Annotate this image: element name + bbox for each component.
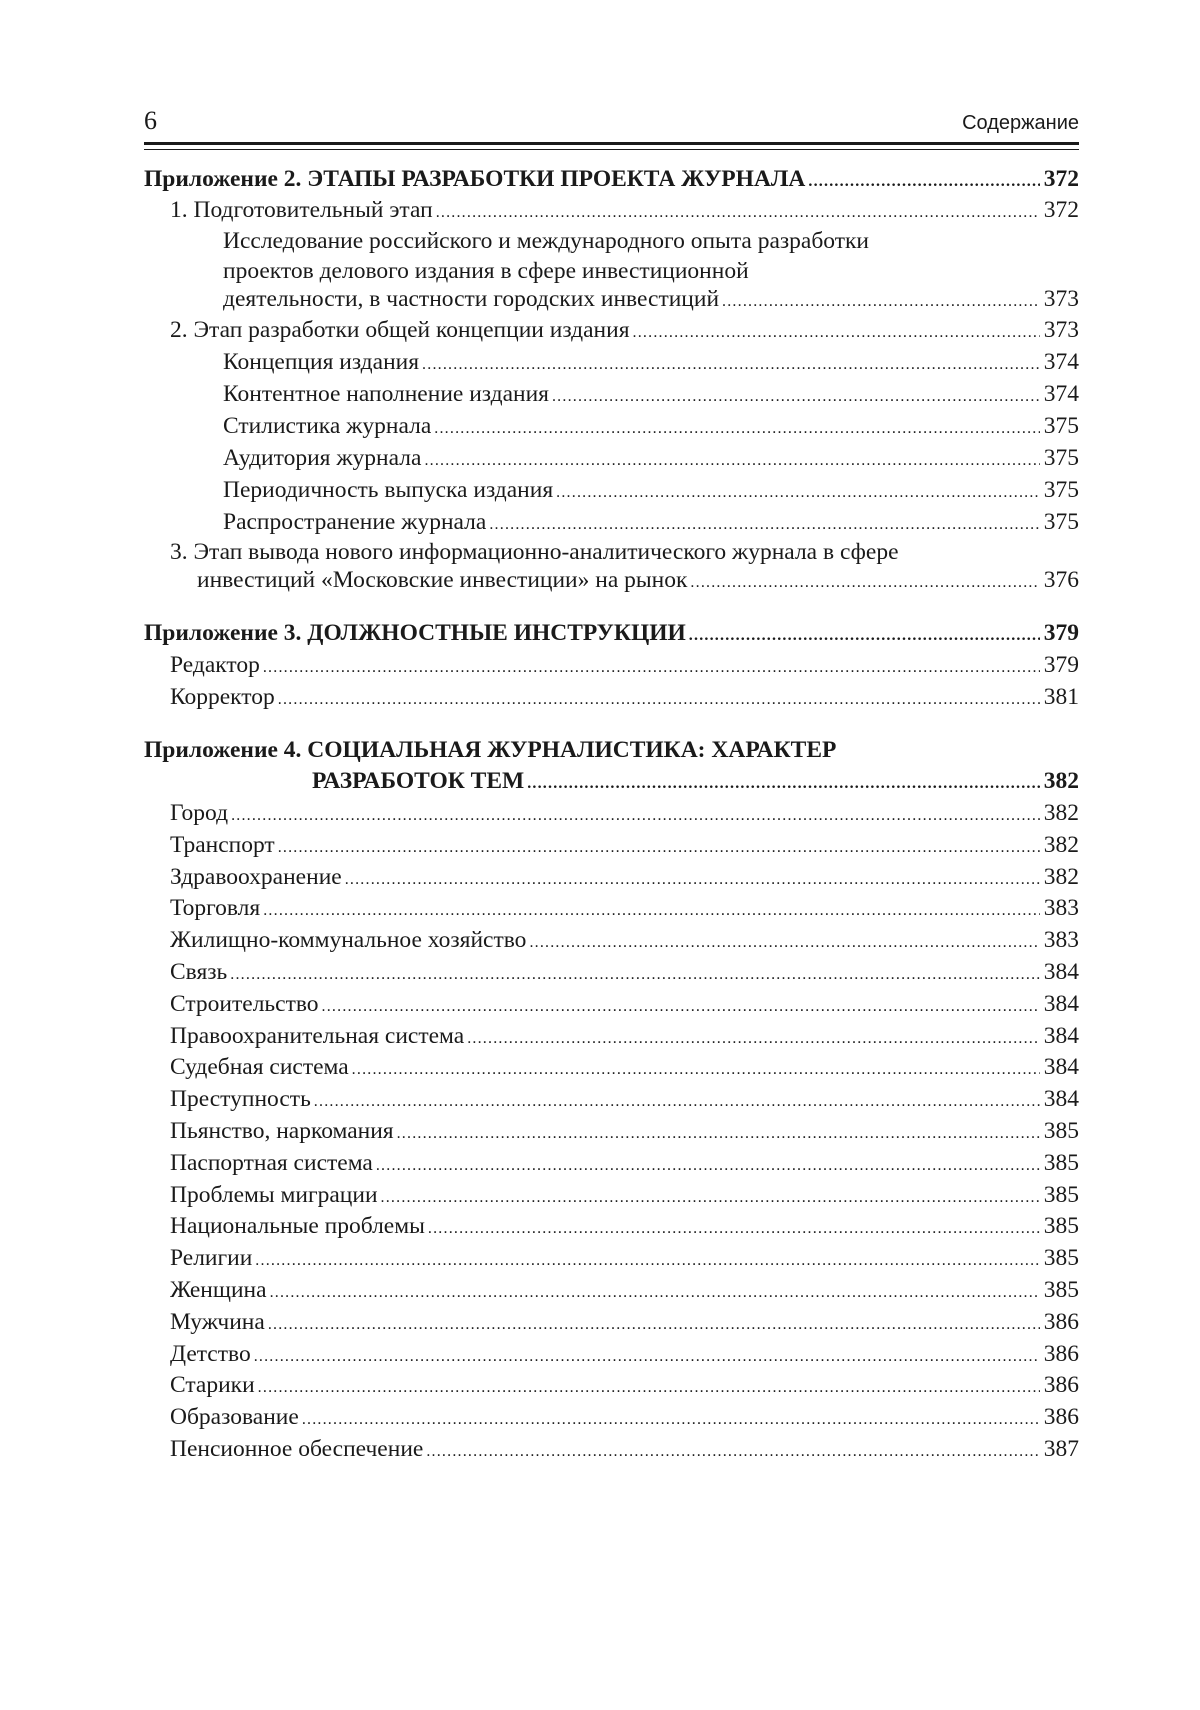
toc-entry-research-line-1: Исследование российского и международного опыта разработки xyxy=(223,228,870,254)
toc-entry-label: Периодичность выпуска издания xyxy=(223,477,554,503)
toc-entry-topic[interactable] xyxy=(0,828,1079,862)
toc-entry-label: инвестиций «Московские инвестиции» на рынок xyxy=(197,567,688,593)
toc-entry-label: Судебная система xyxy=(170,1054,349,1080)
toc-page-number: 385 xyxy=(1043,1118,1079,1144)
toc-entry-label: Здравоохранение xyxy=(170,864,342,890)
toc-page-number: 372 xyxy=(1043,166,1079,192)
toc-page-number: 386 xyxy=(1043,1309,1079,1335)
toc-page-number: 373 xyxy=(1043,286,1079,312)
toc-entry-stage-3-line-1: 3. Этап вывода нового информационно-аналитического журнала в сфере xyxy=(170,539,899,565)
toc-entry-label: Приложение 2. ЭТАПЫ РАЗРАБОТКИ ПРОЕКТА ЖУРНАЛА xyxy=(144,166,806,192)
toc-page-number: 383 xyxy=(1043,927,1079,953)
toc-entry-label: Стилистика журнала xyxy=(223,413,432,439)
toc-entry-topic[interactable] xyxy=(0,1273,1079,1307)
toc-entry-topic[interactable] xyxy=(0,1082,1079,1116)
toc-page-number: 384 xyxy=(1043,1023,1079,1049)
toc-page-number: 381 xyxy=(1043,684,1079,710)
toc-page-number: 384 xyxy=(1043,1086,1079,1112)
toc-entry-topic[interactable] xyxy=(0,1432,1079,1466)
toc-entry-topic[interactable] xyxy=(0,1019,1079,1053)
toc-page-number: 379 xyxy=(1043,652,1079,678)
toc-entry-topic[interactable] xyxy=(0,987,1079,1021)
toc-entry-concept[interactable] xyxy=(0,345,1079,379)
page-number: 6 xyxy=(144,106,157,135)
toc-page-number: 385 xyxy=(1043,1277,1079,1303)
toc-page-number: 379 xyxy=(1043,620,1079,646)
toc-entry-topic[interactable] xyxy=(0,955,1079,989)
running-header-title: Содержание xyxy=(962,112,1079,134)
toc-entry-label: Национальные проблемы xyxy=(170,1213,425,1239)
dot-leader xyxy=(278,683,1040,717)
toc-page-number: 375 xyxy=(1043,445,1079,471)
toc-entry-label: Транспорт xyxy=(170,832,275,858)
toc-page-number: 375 xyxy=(1043,413,1079,439)
toc-entry-label: Преступность xyxy=(170,1086,311,1112)
toc-page-number: 375 xyxy=(1043,509,1079,535)
toc-entry-label: Старики xyxy=(170,1372,255,1398)
toc-entry-topic[interactable] xyxy=(0,860,1079,894)
toc-page-number: 373 xyxy=(1043,317,1079,343)
toc-page-number: 386 xyxy=(1043,1372,1079,1398)
toc-entry-stage-3[interactable] xyxy=(0,563,1079,597)
toc-entry-label: Торговля xyxy=(170,895,261,921)
toc-page-number: 382 xyxy=(1043,864,1079,890)
toc-entry-editor[interactable] xyxy=(0,648,1079,682)
toc-entry-periodicity[interactable] xyxy=(0,473,1079,507)
toc-page-number: 385 xyxy=(1043,1213,1079,1239)
toc-entry-topic[interactable] xyxy=(0,1241,1079,1275)
toc-entry-label: Пьянство, наркомания xyxy=(170,1118,394,1144)
toc-entry-topic[interactable] xyxy=(0,796,1079,830)
toc-entry-label: Строительство xyxy=(170,991,319,1017)
toc-entry-appendix-3[interactable] xyxy=(0,616,1079,650)
toc-entry-label: деятельности, в частности городских инвестиций xyxy=(223,286,720,312)
toc-page-number: 372 xyxy=(1043,197,1079,223)
toc-page-number: 374 xyxy=(1043,349,1079,375)
toc-entry-label: Жилищно-коммунальное хозяйство xyxy=(170,927,527,953)
toc-page-number: 384 xyxy=(1043,959,1079,985)
toc-entry-label: Город xyxy=(170,800,229,826)
toc-entry-label: Проблемы миграции xyxy=(170,1182,378,1208)
toc-entry-label: Детство xyxy=(170,1341,251,1367)
toc-entry-label: Корректор xyxy=(170,684,275,710)
toc-entry-label: Паспортная система xyxy=(170,1150,373,1176)
toc-entry-label: РАЗРАБОТОК ТЕМ xyxy=(312,768,525,794)
toc-entry-research[interactable] xyxy=(0,282,1079,316)
toc-entry-label: Религии xyxy=(170,1245,253,1271)
toc-entry-topic[interactable] xyxy=(0,1337,1079,1371)
toc-entry-topic[interactable] xyxy=(0,1400,1079,1434)
toc-entry-label: Контентное наполнение издания xyxy=(223,381,549,407)
toc-entry-topic[interactable] xyxy=(0,891,1079,925)
toc-page-number: 385 xyxy=(1043,1150,1079,1176)
toc-page-number: 383 xyxy=(1043,895,1079,921)
toc-page-number: 382 xyxy=(1043,768,1079,794)
toc-page-number: 385 xyxy=(1043,1182,1079,1208)
toc-entry-content[interactable] xyxy=(0,377,1079,411)
toc-entry-topic[interactable] xyxy=(0,1178,1079,1212)
toc-entry-audience[interactable] xyxy=(0,441,1079,475)
toc-entry-label: Редактор xyxy=(170,652,260,678)
toc-entry-research-line-2: проектов делового издания в сфере инвестиционной xyxy=(223,258,749,284)
toc-entry-topic[interactable] xyxy=(0,923,1079,957)
running-header xyxy=(144,104,1079,140)
toc-entry-label: Женщина xyxy=(170,1277,267,1303)
toc-page-number: 385 xyxy=(1043,1245,1079,1271)
header-rule-thick xyxy=(144,142,1079,145)
dot-leader xyxy=(690,566,1039,600)
toc-entry-label: Концепция издания xyxy=(223,349,420,375)
toc-page-number: 376 xyxy=(1043,567,1079,593)
toc-page-number: 382 xyxy=(1043,832,1079,858)
toc-entry-topic[interactable] xyxy=(0,1050,1079,1084)
toc-entry-appendix-4-line-1: Приложение 4. СОЦИАЛЬНАЯ ЖУРНАЛИСТИКА: ХАРАКТЕР xyxy=(144,737,837,763)
toc-page-number: 375 xyxy=(1043,477,1079,503)
toc-entry-label: Распространение журнала xyxy=(223,509,487,535)
toc-entry-appendix-4[interactable] xyxy=(0,764,1079,798)
toc-page-number: 374 xyxy=(1043,381,1079,407)
toc-entry-distribution[interactable] xyxy=(0,505,1079,539)
toc-page-number: 382 xyxy=(1043,800,1079,826)
toc-entry-topic[interactable] xyxy=(0,1209,1079,1243)
toc-entry-appendix-2[interactable] xyxy=(0,162,1079,196)
toc-page-number: 386 xyxy=(1043,1404,1079,1430)
toc-entry-label: 1. Подготовительный этап xyxy=(170,197,433,223)
toc-entry-topic[interactable] xyxy=(0,1305,1079,1339)
toc-entry-label: Связь xyxy=(170,959,228,985)
header-rule-thin xyxy=(144,149,1079,150)
toc-entry-label: Аудитория журнала xyxy=(223,445,422,471)
toc-entry-label: Приложение 3. ДОЛЖНОСТНЫЕ ИНСТРУКЦИИ xyxy=(144,620,686,646)
toc-entry-topic[interactable] xyxy=(0,1146,1079,1180)
toc-entry-topic[interactable] xyxy=(0,1368,1079,1402)
toc-page-number: 384 xyxy=(1043,991,1079,1017)
toc-entry-label: Правоохранительная система xyxy=(170,1023,465,1049)
toc-page-number: 384 xyxy=(1043,1054,1079,1080)
toc-entry-topic[interactable] xyxy=(0,1114,1079,1148)
toc-entry-proofreader[interactable] xyxy=(0,680,1079,714)
toc-entry-label: Образование xyxy=(170,1404,299,1430)
dot-leader xyxy=(426,1435,1039,1469)
toc-entry-stage-2[interactable] xyxy=(0,313,1079,347)
toc-entry-label: Мужчина xyxy=(170,1309,265,1335)
toc-page-number: 387 xyxy=(1043,1436,1079,1462)
toc-page-number: 386 xyxy=(1043,1341,1079,1367)
toc-entry-label: 2. Этап разработки общей концепции издания xyxy=(170,317,630,343)
toc-entry-label: Пенсионное обеспечение xyxy=(170,1436,424,1462)
toc-entry-stage-1[interactable] xyxy=(0,193,1079,227)
toc-entry-style[interactable] xyxy=(0,409,1079,443)
